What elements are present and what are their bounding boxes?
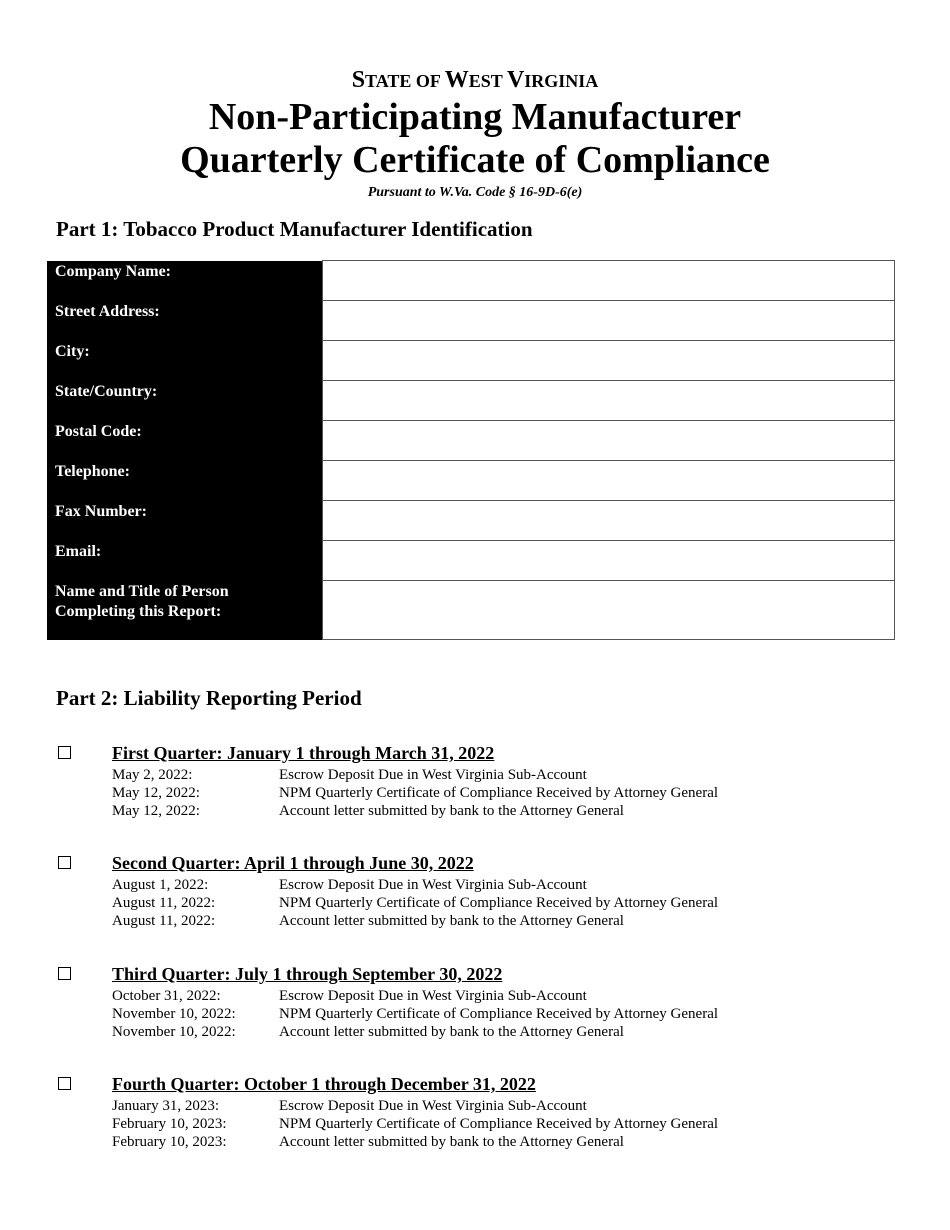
field-row-name-title bbox=[47, 581, 895, 640]
name-title-field[interactable] bbox=[323, 581, 895, 640]
deadline-date: August 11, 2022: bbox=[112, 913, 216, 929]
fax-number-field[interactable] bbox=[323, 501, 895, 541]
deadline-description: Account letter submitted by bank to the Attorney General bbox=[279, 1024, 624, 1040]
document-header bbox=[0, 64, 950, 202]
field-label: Street Address: bbox=[47, 301, 323, 341]
quarter-title: Fourth Quarter: October 1 through December 31, 2022 bbox=[112, 1074, 536, 1094]
deadline-description: Escrow Deposit Due in West Virginia Sub-Account bbox=[279, 988, 587, 1004]
deadline-row bbox=[112, 1097, 718, 1115]
email-field[interactable] bbox=[323, 541, 895, 581]
manufacturer-identification-table bbox=[47, 260, 895, 640]
company-name-field[interactable] bbox=[323, 261, 895, 301]
quarter-checkbox[interactable] bbox=[58, 856, 71, 869]
deadline-date: May 12, 2022: bbox=[112, 803, 200, 819]
deadline-list bbox=[112, 1097, 718, 1151]
deadline-row bbox=[112, 1115, 718, 1133]
deadline-date: May 2, 2022: bbox=[112, 767, 193, 783]
deadline-row bbox=[112, 912, 718, 930]
deadline-row bbox=[112, 802, 718, 820]
document-title-line2: Quarterly Certificate of Compliance bbox=[180, 139, 770, 181]
field-label: Telephone: bbox=[47, 461, 323, 501]
deadline-date: February 10, 2023: bbox=[112, 1116, 227, 1132]
postal-code-field[interactable] bbox=[323, 421, 895, 461]
state-name: STATE OF WEST VIRGINIA bbox=[351, 67, 599, 93]
deadline-row bbox=[112, 766, 718, 784]
quarter-checkbox[interactable] bbox=[58, 746, 71, 759]
part2-heading: Part 2: Liability Reporting Period bbox=[56, 686, 362, 710]
state-country-field[interactable] bbox=[323, 381, 895, 421]
deadline-description: Account letter submitted by bank to the Attorney General bbox=[279, 1134, 624, 1150]
quarter-checkbox[interactable] bbox=[58, 967, 71, 980]
deadline-description: NPM Quarterly Certificate of Compliance Received by Attorney General bbox=[279, 895, 719, 911]
statute-citation: Pursuant to W.Va. Code § 16-9D-6(e) bbox=[367, 185, 583, 200]
field-row-city bbox=[47, 341, 895, 381]
quarter-title: Third Quarter: July 1 through September 30, 2022 bbox=[112, 964, 503, 984]
field-row-state-country bbox=[47, 381, 895, 421]
deadline-date: August 11, 2022: bbox=[112, 895, 216, 911]
street-address-field[interactable] bbox=[323, 301, 895, 341]
deadline-date: February 10, 2023: bbox=[112, 1134, 227, 1150]
deadline-row bbox=[112, 784, 718, 802]
deadline-list bbox=[112, 876, 718, 930]
field-label: Company Name: bbox=[47, 261, 323, 301]
document-title-line1: Non-Participating Manufacturer bbox=[208, 96, 742, 138]
deadline-row bbox=[112, 1133, 718, 1151]
deadline-list bbox=[112, 766, 718, 820]
deadline-date: May 12, 2022: bbox=[112, 785, 200, 801]
deadline-description: Escrow Deposit Due in West Virginia Sub-Account bbox=[279, 877, 587, 893]
deadline-description: NPM Quarterly Certificate of Compliance Received by Attorney General bbox=[279, 1006, 719, 1022]
deadline-date: October 31, 2022: bbox=[112, 988, 221, 1004]
deadline-date: November 10, 2022: bbox=[112, 1024, 236, 1040]
deadline-description: NPM Quarterly Certificate of Compliance Received by Attorney General bbox=[279, 785, 719, 801]
quarter-title: First Quarter: January 1 through March 31, 2022 bbox=[112, 743, 495, 763]
deadline-description: NPM Quarterly Certificate of Compliance Received by Attorney General bbox=[279, 1116, 719, 1132]
quarter-checkbox[interactable] bbox=[58, 1077, 71, 1090]
field-row-telephone bbox=[47, 461, 895, 501]
field-label: State/Country: bbox=[47, 381, 323, 421]
deadline-row bbox=[112, 1023, 718, 1041]
field-label: Postal Code: bbox=[47, 421, 323, 461]
deadline-description: Escrow Deposit Due in West Virginia Sub-Account bbox=[279, 767, 587, 783]
deadline-date: August 1, 2022: bbox=[112, 877, 209, 893]
city-field[interactable] bbox=[323, 341, 895, 381]
deadline-list bbox=[112, 987, 718, 1041]
deadline-description: Account letter submitted by bank to the Attorney General bbox=[279, 803, 624, 819]
field-row-company-name bbox=[47, 261, 895, 301]
field-label: Name and Title of Person Completing this Report: bbox=[47, 581, 323, 640]
field-row-fax-number bbox=[47, 501, 895, 541]
deadline-description: Escrow Deposit Due in West Virginia Sub-Account bbox=[279, 1098, 587, 1114]
quarter-title: Second Quarter: April 1 through June 30, 2022 bbox=[112, 853, 474, 873]
field-row-street-address bbox=[47, 301, 895, 341]
field-label: Email: bbox=[47, 541, 323, 581]
deadline-date: January 31, 2023: bbox=[112, 1098, 220, 1114]
deadline-row bbox=[112, 894, 718, 912]
field-label: City: bbox=[47, 341, 323, 381]
field-label: Fax Number: bbox=[47, 501, 323, 541]
field-row-email bbox=[47, 541, 895, 581]
deadline-row bbox=[112, 987, 718, 1005]
field-row-postal-code bbox=[47, 421, 895, 461]
part1-heading: Part 1: Tobacco Product Manufacturer Identification bbox=[56, 217, 533, 241]
deadline-row bbox=[112, 876, 718, 894]
telephone-field[interactable] bbox=[323, 461, 895, 501]
deadline-row bbox=[112, 1005, 718, 1023]
deadline-date: November 10, 2022: bbox=[112, 1006, 236, 1022]
deadline-description: Account letter submitted by bank to the Attorney General bbox=[279, 913, 624, 929]
